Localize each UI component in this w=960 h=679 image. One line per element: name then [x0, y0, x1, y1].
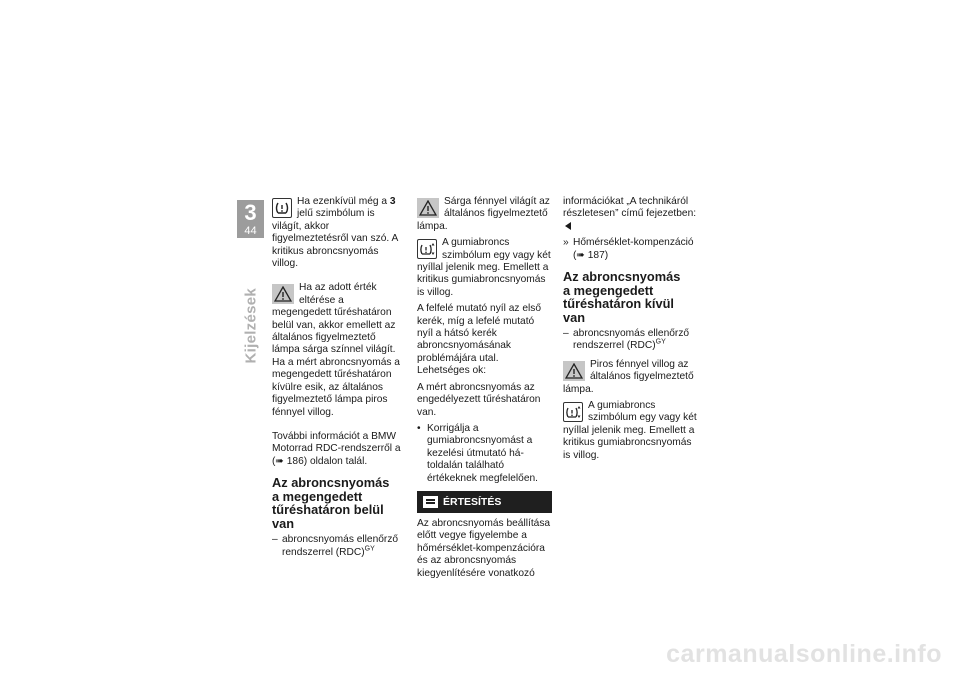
column-2: [417, 196, 552, 584]
action-item: • Korrigálja a gumiabroncsnyomást a kezelési útmutató hátoldalán található értékeknek megfelelően.: [417, 422, 538, 484]
condition-item: – abroncsnyomás ellenőrző rendszerrel (RDC)$^{GY}$: [563, 328, 690, 352]
tyre-arrows-icon: [417, 239, 437, 259]
paragraph-yellow-warning: Sárga fénnyel világít az általános figyelmeztető lámpa.: [417, 196, 550, 232]
condition-item: – abroncsnyomás ellenőrző rendszerrel (RDC)$^{GY}$: [272, 534, 399, 558]
notice-text-continued: információkat „A technikáról részletesen” című fejezetben:: [563, 196, 699, 233]
column-3: [563, 196, 699, 466]
notice-header: ÉRTESÍTÉS: [417, 491, 552, 513]
paragraph-red-warning: Piros fénnyel villog az általános figyelmeztető lámpa.: [563, 358, 694, 395]
end-marker-icon: [565, 222, 571, 230]
page-reference[interactable]: (➠ 187): [573, 249, 609, 261]
chapter-marker: [237, 200, 264, 238]
cause-paragraph: A mért abroncsnyomás az engedélyezett tűréshatáron van.: [417, 381, 541, 418]
heading-within-tolerance: Az abroncsnyomás a megengedett tűréshatáron belül van: [272, 475, 390, 531]
watermark: carmanualsonline.info: [666, 640, 942, 668]
more-info-paragraph: További információt a BMW Motorrad RDC-rendszerről a (➠ 186) oldalon talál.: [272, 430, 401, 467]
cross-reference[interactable]: » Hőmérséklet-kompenzáció (➠ 187): [563, 237, 694, 261]
chapter-side-label: Kijelzések: [242, 287, 260, 364]
page-number: 44: [244, 225, 257, 237]
arrow-explanation: A felfelé mutató nyíl az első kerék, míg a lefelé mutató nyíl a hátsó kerék abroncsnyomásának problémájára utal. Lehetséges ok:: [417, 303, 542, 377]
column-1: [272, 196, 406, 559]
heading-outside-tolerance: Az abroncsnyomás a megengedett tűréshatáron kívül van: [563, 269, 681, 325]
notice-icon: [423, 496, 438, 508]
warning-triangle-icon: [563, 361, 585, 381]
paragraph-warning-tolerance: Ha az adott érték eltérése a megengedett tűréshatáron belül van, akkor emellett az általános figyelmeztető lámpa sárga színnel világít. Ha a mért abroncsnyomás a megengedett tűréshatáron kívülre esik, az általános figyelmeztető lámpa piros fénnyel villog.: [272, 282, 400, 418]
notice-text: Az abroncsnyomás beállítása előtt vegye figyelembe a hőmérséklet-kompenzációra és az abroncsnyomás kiegyenlítésére vonatkozó: [417, 517, 551, 579]
page-reference[interactable]: (➠ 186) oldalon talál.: [272, 455, 368, 467]
paragraph-tyre-arrows: A gumiabroncs szimbólum egy vagy két nyíllal jelenik meg. Emellett a kritikus gumiabroncsnyomás is villog.: [417, 237, 551, 298]
chapter-number: 3: [244, 200, 257, 225]
tyre-pressure-icon: [272, 198, 292, 218]
paragraph-tyre-arrows: A gumiabroncs szimbólum egy vagy két nyíllal jelenik meg. Emellett a kritikus gumiabroncsnyomás is villog.: [563, 400, 697, 461]
paragraph-tyre-symbol: Ha ezenkívül még a 3 jelű szimbólum is világít, akkor figyelmeztetésről van szó. A kritikus abroncsnyomás villog.: [272, 196, 398, 270]
tyre-arrows-icon: [563, 402, 583, 422]
warning-triangle-icon: [417, 198, 439, 218]
warning-triangle-icon: [272, 284, 294, 304]
